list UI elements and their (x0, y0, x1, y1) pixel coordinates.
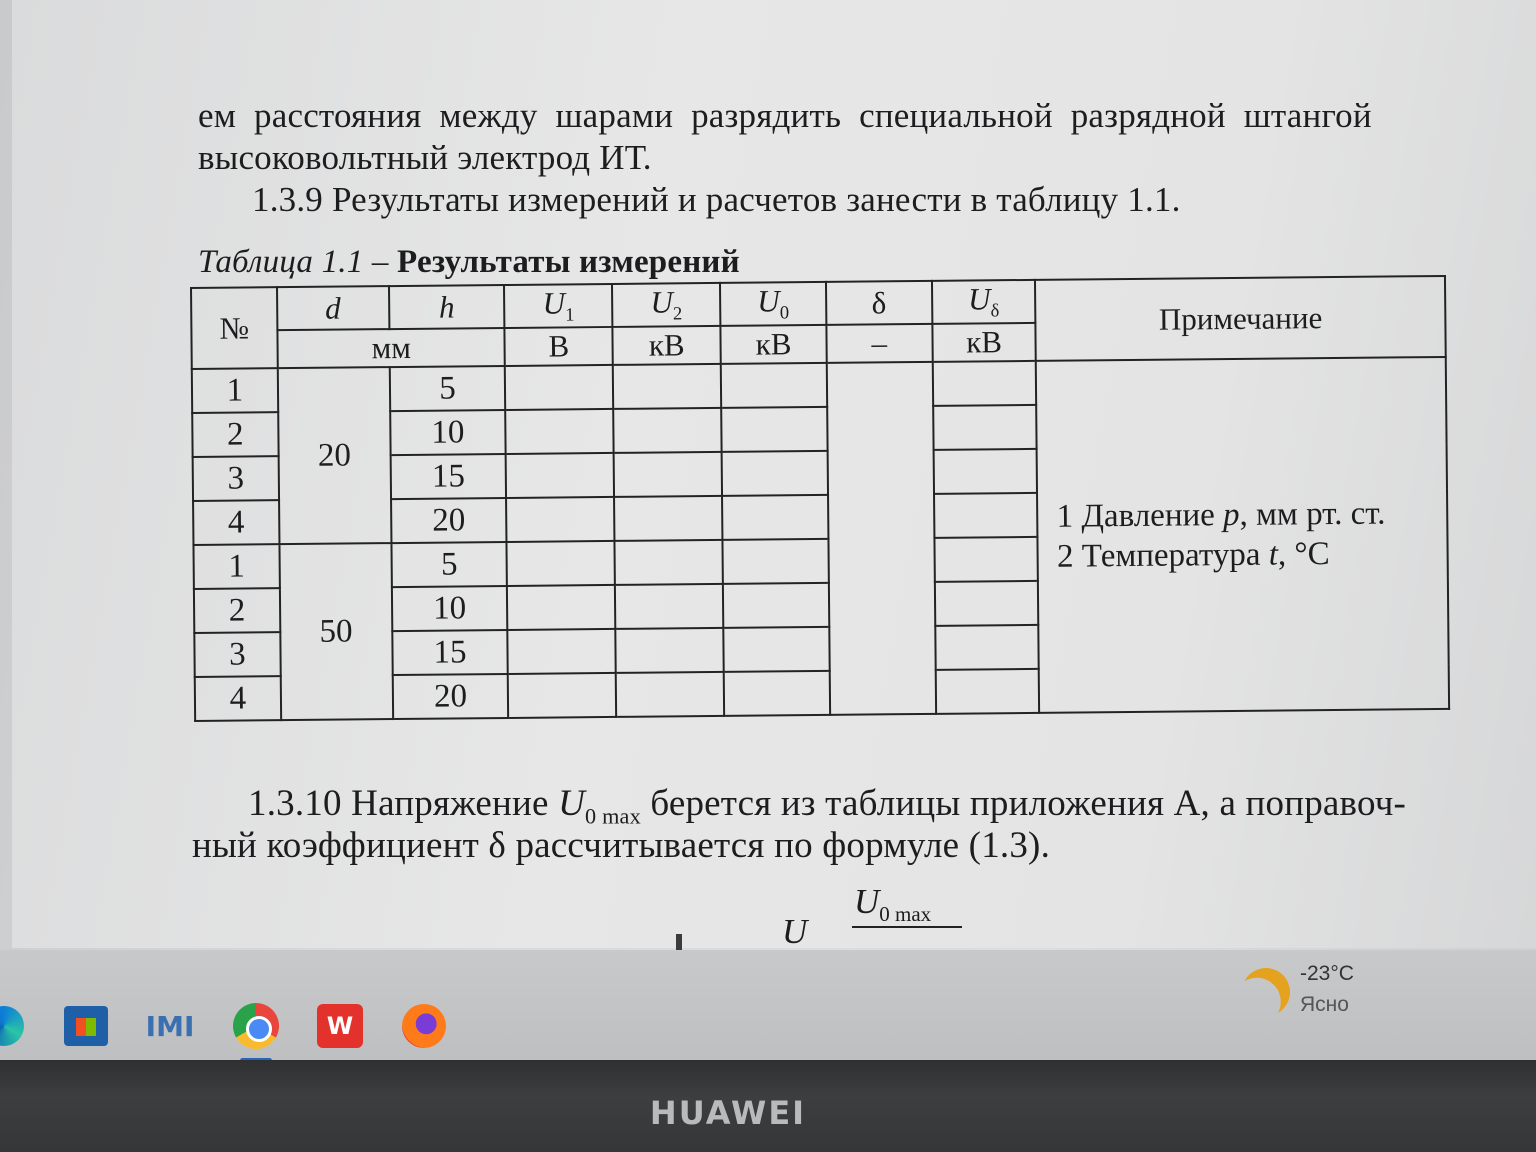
cell-u1 (505, 365, 613, 410)
header-h: h (389, 285, 505, 329)
cell-no: 3 (193, 456, 279, 501)
document-page (12, 0, 1536, 948)
note-line-2: 2 Температура t, °C (1056, 536, 1330, 575)
cell-d: 50 (279, 543, 392, 720)
cell-u0 (721, 407, 827, 452)
cell-u0 (721, 363, 827, 408)
cell-u2 (615, 540, 723, 585)
caption-dash: – (363, 244, 398, 280)
mail-icon[interactable]: IMI (145, 1009, 195, 1043)
cell-no: 1 (193, 544, 279, 589)
unit-u2: кВ (613, 326, 721, 365)
chrome-icon[interactable] (232, 1002, 280, 1050)
cell-ud (934, 493, 1038, 538)
cell-u0 (724, 671, 830, 716)
cell-h: 15 (390, 454, 506, 499)
table-caption (198, 244, 740, 281)
cell-u2 (613, 364, 721, 409)
cell-u1 (508, 629, 616, 674)
cell-u1 (506, 497, 614, 542)
cell-u1 (506, 409, 614, 454)
store-icon[interactable] (62, 1002, 110, 1050)
brand-logo: HUAWEI (649, 1094, 807, 1132)
cell-u1 (508, 673, 616, 718)
wps-icon[interactable]: W (316, 1002, 364, 1050)
cell-no: 4 (193, 500, 279, 545)
edge-icon[interactable] (0, 1002, 24, 1050)
cell-no: 3 (194, 632, 280, 677)
cell-u1 (507, 585, 615, 630)
cell-ud (935, 669, 1039, 714)
cell-u2 (614, 496, 722, 541)
cell-u0 (723, 627, 829, 672)
cell-h: 15 (392, 630, 508, 675)
doc-line-4: 1.3.10 Напряжение $U_{0 max}$ берется из таблицы приложения А, а поправоч- (248, 783, 1407, 829)
cell-u0 (722, 451, 828, 496)
results-table (190, 275, 1450, 722)
cell-no: 2 (192, 412, 278, 457)
caption-prefix: Таблица 1.1 (198, 244, 364, 280)
cell-h: 20 (391, 498, 507, 543)
cell-u0 (723, 583, 829, 628)
cell-h: 10 (390, 410, 506, 455)
header-note: Примечание (1035, 276, 1445, 361)
header-u0: $U_0$ (720, 282, 826, 326)
cell-u2 (616, 672, 724, 717)
cell-no: 4 (195, 676, 281, 721)
caption-title: Результаты измерений (397, 244, 740, 280)
cell-ud (934, 581, 1038, 626)
cell-ud (932, 361, 1036, 406)
cell-h: 10 (392, 586, 508, 631)
doc-line-3: 1.3.9 Результаты измерений и расчетов занести в таблицу 1.1. (252, 180, 1181, 219)
cell-h: 5 (391, 542, 507, 587)
header-d: d (277, 286, 389, 330)
cell-ud (935, 625, 1039, 670)
cell-u0 (723, 539, 829, 584)
note-line-1: 1 Давление p, мм рт. ст. (1056, 495, 1386, 535)
doc-line-5: ный коэффициент δ рассчитывается по формуле (1.3). (192, 825, 1051, 866)
weather-temperature[interactable]: -23°C (1300, 962, 1354, 985)
cell-u2 (614, 452, 722, 497)
cell-u0 (722, 495, 828, 540)
unit-u0: кВ (720, 325, 826, 364)
cell-d: 20 (278, 367, 391, 544)
cell-u2 (613, 408, 721, 453)
cell-u1 (506, 453, 614, 498)
header-u1: $U_1$ (504, 284, 612, 328)
cell-h: 5 (389, 366, 505, 411)
doc-line-2: высоковольтный электрод ИТ. (198, 138, 652, 177)
cell-u2 (616, 628, 724, 673)
unit-u1: В (505, 327, 613, 366)
doc-line-1: ем расстояния между шарами разрядить специальной разрядной штангой (198, 96, 1372, 135)
unit-delta: – (826, 324, 932, 363)
fraction-bar (852, 926, 962, 928)
cell-u1 (507, 541, 615, 586)
cell-delta (827, 362, 936, 715)
header-no: № (191, 287, 278, 369)
header-delta: δ (826, 281, 932, 325)
unit-dh: мм (277, 328, 505, 368)
cell-no: 1 (192, 368, 278, 413)
header-ud: $U_\delta$ (932, 280, 1036, 324)
cell-no: 2 (194, 588, 280, 633)
formula-lhs: U (782, 912, 808, 948)
cell-ud (933, 405, 1037, 450)
cell-h: 20 (392, 674, 508, 719)
cell-u2 (615, 584, 723, 629)
note-cell (1036, 357, 1449, 713)
weather-condition[interactable]: Ясно (1300, 993, 1349, 1016)
formula-numerator: $U_{0 max}$ (854, 882, 932, 926)
cell-ud (933, 449, 1037, 494)
cell-ud (934, 537, 1038, 582)
unit-ud: кВ (932, 323, 1036, 362)
firefox-icon[interactable] (400, 1002, 448, 1050)
header-u2: $U_2$ (612, 283, 720, 327)
